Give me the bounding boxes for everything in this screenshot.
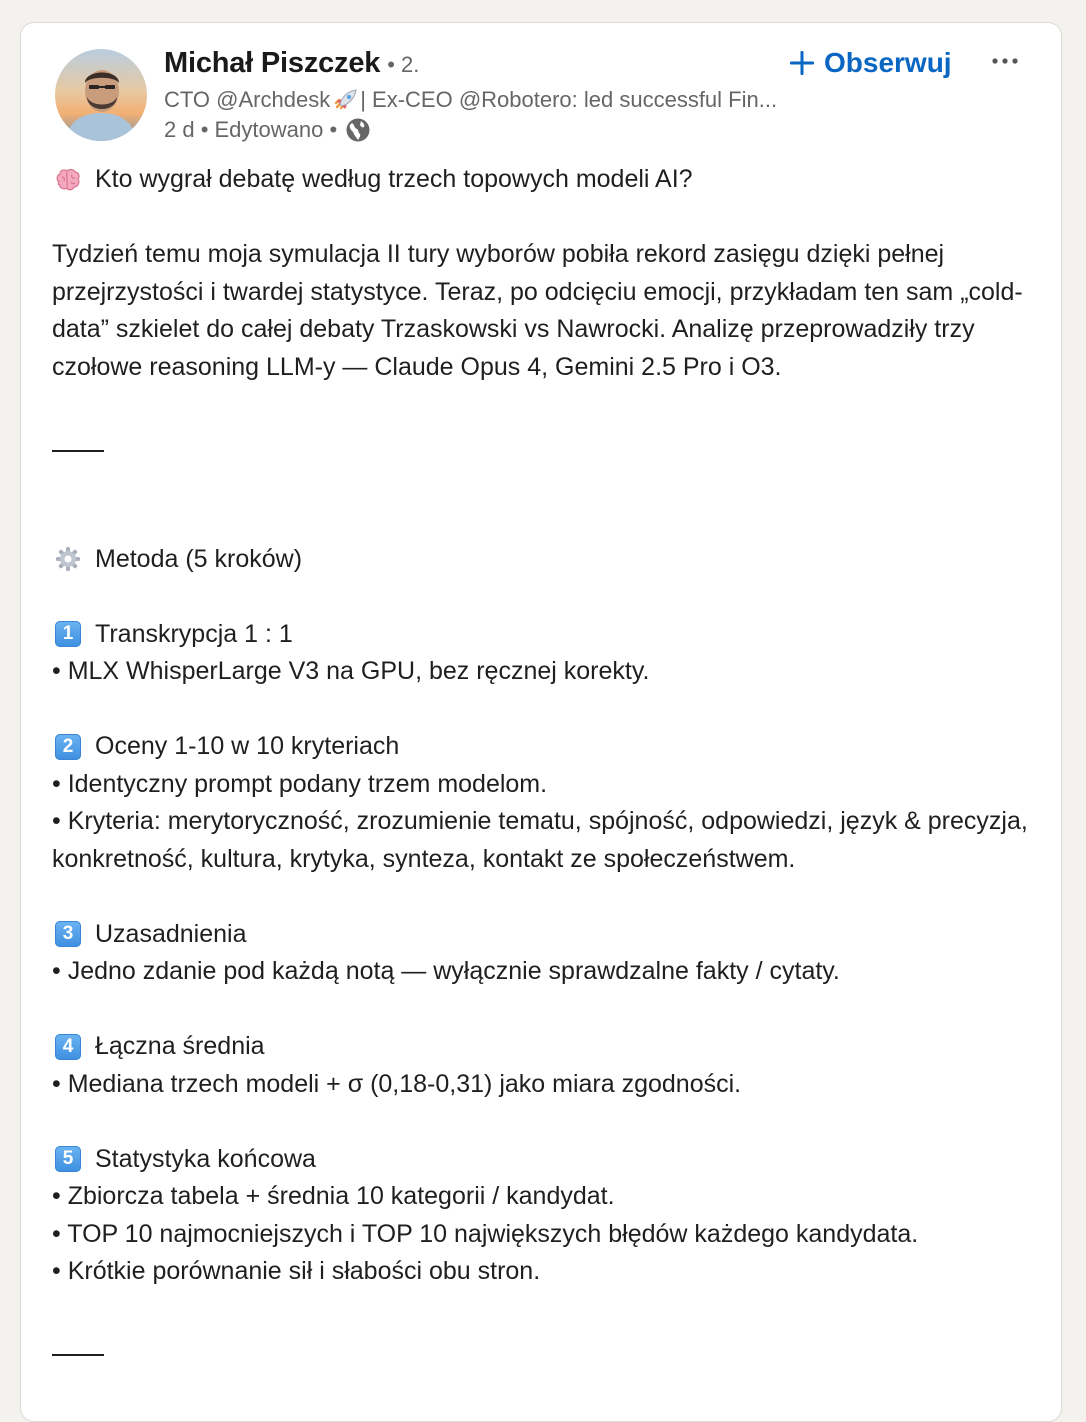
step-1-title: Transkrypcja 1 : 1: [95, 619, 293, 648]
step-3-title-line: [52, 916, 1042, 954]
step-5-title-line: [52, 1141, 1042, 1179]
keycap-1-icon: 1: [55, 621, 81, 647]
method-title-line: [52, 541, 1042, 579]
step-5-bullet-2: • TOP 10 najmocniejszych i TOP 10 największych błędów każdego kandydata.: [52, 1219, 919, 1248]
connection-degree: • 2.: [387, 52, 420, 77]
author-name-row: [164, 47, 419, 80]
rocket-icon: [332, 88, 358, 112]
author-headline: [164, 87, 777, 113]
step-4-title-line: [52, 1028, 1042, 1066]
follow-button[interactable]: [789, 41, 952, 85]
step-5-bullet-1: • Zbiorcza tabela + średnia 10 kategorii / kandydat.: [52, 1182, 615, 1210]
author-name[interactable]: Michał Piszczek: [164, 47, 381, 79]
avatar[interactable]: [55, 49, 147, 141]
post-body: [52, 161, 1042, 1356]
step-5-bullet-3: • Krótkie porównanie sił i słabości obu stron.: [52, 1257, 541, 1285]
step-5-title: Statystyka końcowa: [95, 1144, 316, 1173]
step-1-bullet-1: • MLX WhisperLarge V3 na GPU, bez ręcznej korekty.: [52, 657, 650, 685]
more-dots-icon: [987, 45, 1031, 79]
post-meta: [164, 117, 371, 143]
step-2-title-line: [52, 728, 1042, 766]
headline-text-start: CTO @Archdesk: [164, 87, 331, 112]
plus-icon: [789, 50, 815, 76]
keycap-5-icon: 5: [55, 1146, 81, 1172]
divider-line-bottom: [52, 1354, 104, 1356]
gear-icon: [54, 545, 82, 573]
step-1-title-line: [52, 616, 1042, 654]
keycap-2-icon: 2: [55, 734, 81, 760]
post-intro: Tydzień temu moja symulacja II tury wyborów pobiła rekord zasięgu dzięki pełnej przejrzystości i twardej statystyce. Teraz, po odcięciu emocji, przykładam ten sam „cold-data” szkielet do całej debaty Trzaskowski vs Nawrocki. Analizę przeprowadziły trzy czołowe reasoning LLM-y — Claude Opus 4, Gemini 2.5 Pro i O3.: [52, 240, 1023, 381]
keycap-3-icon: 3: [55, 921, 81, 947]
method-title: Metoda (5 kroków): [95, 544, 303, 573]
post-title-line: [52, 161, 1042, 199]
more-options-button[interactable]: [987, 45, 1031, 79]
follow-label: Obserwuj: [824, 47, 952, 78]
post-title: Kto wygrał debatę według trzech topowych modeli AI?: [95, 165, 693, 193]
step-2-title: Oceny 1-10 w 10 kryteriach: [95, 732, 400, 760]
post-time-edited: 2 d • Edytowano •: [164, 117, 338, 142]
step-3-title: Uzasadnienia: [95, 919, 247, 948]
step-2-bullet-1: • Identyczny prompt podany trzem modelom.: [52, 769, 548, 798]
step-4-bullet-1: • Mediana trzech modeli + σ (0,18-0,31) jako miara zgodności.: [52, 1069, 742, 1098]
globe-icon: [345, 117, 371, 143]
headline-text-end: | Ex-CEO @Robotero: led successful Fin...: [360, 87, 778, 112]
brain-icon: [54, 166, 82, 194]
step-4-title: Łączna średnia: [95, 1032, 265, 1060]
post-card: [20, 22, 1062, 1422]
step-2-bullet-2: • Kryteria: merytoryczność, zrozumienie tematu, spójność, odpowiedzi, język & precyzja, konkretność, kultura, krytyka, synteza, kontakt ze społeczeństwem.: [52, 807, 1028, 873]
step-3-bullet-1: • Jedno zdanie pod każdą notą — wyłącznie sprawdzalne fakty / cytaty.: [52, 957, 840, 985]
keycap-4-icon: 4: [55, 1034, 81, 1060]
